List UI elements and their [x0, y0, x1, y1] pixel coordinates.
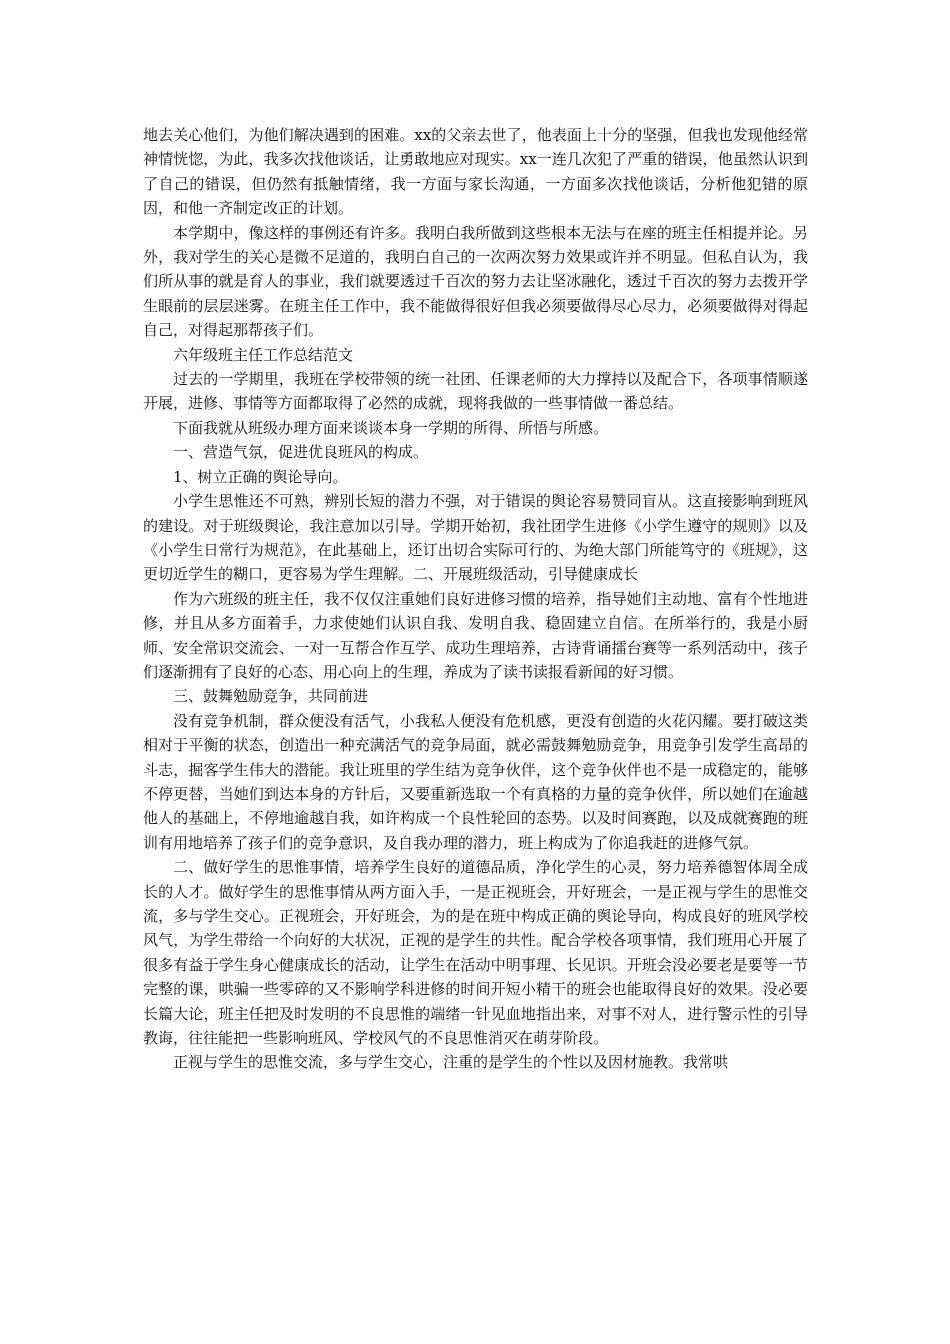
- subheading-1: 1、树立正确的舆论导向。: [173, 467, 348, 486]
- paragraph-5: 小学生思惟还不可熟，辨别长短的潜力不强，对于错误的舆论容易赞同盲从。这直接影响到班风的建设。对于班级舆论，我注意加以引导。学期开始初，我社团学生进修《小学生遵守的规则》以及《小学生日常行为规范》，在此基础上，还订出切合实际可行的、为绝大部门所能笃守的《班规》，这更切近学生的糊口，更容易为学生理解。二、开展班级活动，引导健康成长: [143, 492, 808, 584]
- paragraph-8: 二、做好学生的思惟事情，培养学生良好的道德品质，净化学生的心灵，努力培养德智体周全成长的人才。做好学生的思惟事情从两方面入手，一是正视班会，开好班会，一是正视与学生的思惟交流，多与学生交心。正视班会，开好班会，为的是在班中构成正确的舆论导向，构成良好的班风学校风气，为学生带给一个向好的大状况，正视的是学生的共性。配合学校各项事情，我们班用心开展了很多有益于学生身心健康成长的活动，让学生在活动中明事理、长见识。开班会没必要老是要等一节完整的课，哄骗一些零碎的又不影响学科进修的时间开短小精干的班会也能取得良好的效果。没必要长篇大论，班主任把及时发明的不良思惟的端绪一针见血地指出来，对事不对人，进行警示性的引导教诲，往往能把一些影响班风、学校风气的不良思惟消灭在萌芽阶段。: [143, 858, 808, 1048]
- document-page: [143, 123, 808, 1075]
- paragraph-7: 没有竞争机制，群众便没有活气，小我私人便没有危机感，更没有创造的火花闪耀。要打破这类相对于平衡的状态，创造出一种充满活气的竞争局面，就必需鼓舞勉励竞争，用竞争引发学生高昂的斗志，掘客学生伟大的潜能。我让班里的学生结为竞争伙伴，这个竞争伙伴也不是一成稳定的，能够不停更替，当她们到达本身的方针后，又要重新选取一个有真格的力量的竞争伙伴，所以她们在逾越他人的基础上，不停地逾越自我，如许构成一个良性轮回的态势。以及时间赛跑，以及成就赛跑的班训有用地培养了孩子们的竞争意识，及自我办理的潜力，班上构成为了你追我赶的进修气氛。: [143, 711, 808, 852]
- paragraph-1: 地去关心他们，为他们解决遇到的困难。xx的父亲去世了，他表面上十分的坚强，但我也发现他经常神情恍惚，为此，我多次找他谈话，让勇敢地应对现实。xx一连几次犯了严重的错误，他虽然认识到了自己的错误，但仍然有抵触情绪，我一方面与家长沟通，一方面多次找他谈话，分析他犯错的原因，和他一齐制定改正的计划。: [143, 126, 808, 218]
- paragraph-3: 过去的一学期里，我班在学校带领的统一社团、任课老师的大力撑持以及配合下，各项事情顺遂开展，进修、事情等方面都取得了必然的成就，现将我做的一些事情做一番总结。: [143, 370, 808, 413]
- paragraph-2: 本学期中，像这样的事例还有许多。我明白我所做到这些根本无法与在座的班主任相提并论。另外，我对学生的关心是微不足道的，我明白自己的一次两次努力效果或许并不明显。但私自认为，我们所从事的就是育人的事业，我们就要透过千百次的努力去让坚冰融化，透过千百次的努力去拨开学生眼前的层层迷雾。在班主任工作中，我不能做得很好但我必须要做得尽心尽力，必须要做得对得起自己，对得起那帮孩子们。: [143, 223, 808, 340]
- section-title: 六年级班主任工作总结范文: [173, 345, 354, 364]
- paragraph-9: 正视与学生的思惟交流，多与学生交心，注重的是学生的个性以及因材施教。我常哄: [173, 1053, 729, 1072]
- paragraph-6: 作为六班级的班主任，我不仅仅注重她们良好进修习惯的培养，指导她们主动地、富有个性地进修，并且从多方面着手，力求使她们认识自我、发明自我、稳固建立自信。在所举行的，我是小厨师、安全常识交流会、一对一互帮合作互学、成功生理培养，古诗背诵擂台赛等一系列活动中，孩子们逐渐拥有了良好的心态、用心向上的生理，养成为了读书读报看新闻的好习惯。: [143, 589, 808, 681]
- heading-1: 一、营造气氛，促进优良班风的构成。: [173, 443, 429, 462]
- paragraph-4: 下面我就从班级办理方面来谈谈本身一学期的所得、所悟与所感。: [173, 418, 609, 437]
- heading-3: 三、鼓舞勉励竞争，共同前进: [173, 687, 369, 706]
